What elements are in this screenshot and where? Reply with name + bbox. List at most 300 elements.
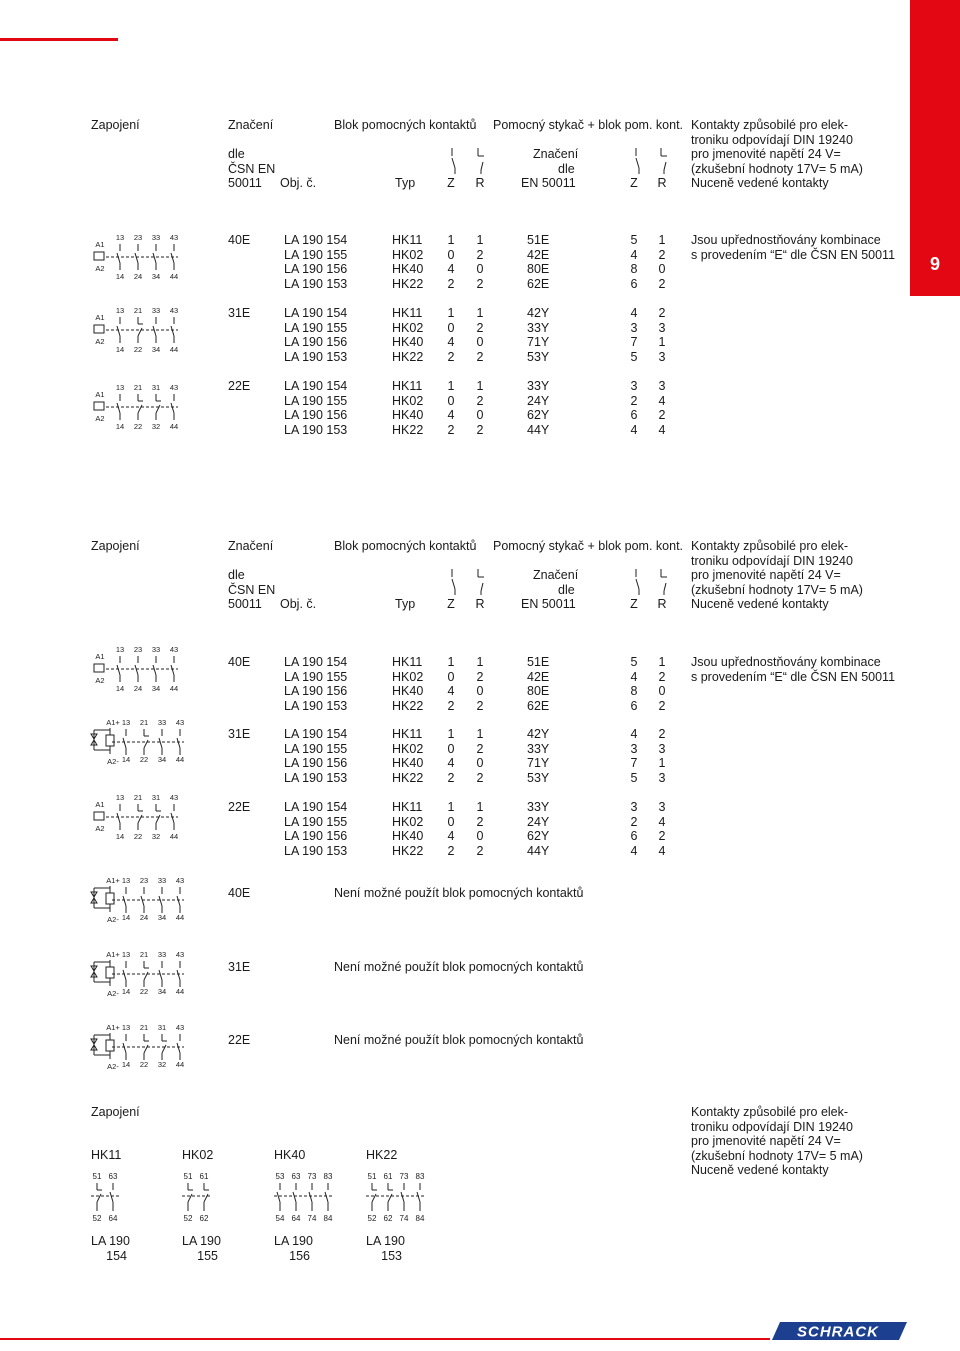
hdr2-contact-symbols — [0, 569, 700, 599]
s1-22e-row-0-r2: 3 — [658, 379, 666, 393]
s1-40e-row-1-z: 0 — [447, 247, 455, 262]
s2-40e-row-3-z2: 6 — [630, 698, 638, 713]
s1-40e-code: 40E — [228, 233, 251, 247]
s2-40e-code: 40E — [228, 655, 251, 669]
s2-31e-row-1-z: 0 — [447, 741, 455, 756]
s2-22e-row-1-type: HK02 — [392, 814, 424, 829]
hdr1-col-kontakty-0: Kontakty způsobilé pro elek- — [691, 118, 849, 132]
np-2-text: Není možné použít blok pomocných kontaktů — [334, 1033, 584, 1047]
hdr1-znaceni2: Značení — [533, 147, 579, 161]
s2-31e-code: 31E — [228, 727, 251, 741]
s1-22e-row-2-r2: 2 — [658, 408, 666, 423]
hdr1-r2: R — [657, 176, 667, 190]
hdr2-typ: Typ — [395, 597, 416, 611]
s1-40e-row-3-r: 2 — [476, 276, 484, 291]
svg-text:51: 51 — [183, 1172, 193, 1181]
s1-31e-row-0-r2: 2 — [658, 306, 666, 320]
s1-31e-row-2-znaceni: 71Y — [527, 335, 550, 350]
s1-note-1: s provedením “E“ dle ČSN EN 50011 — [691, 248, 896, 262]
s2-22e-row-0-type: HK11 — [392, 800, 423, 814]
s2-40e-row-1-z2: 4 — [630, 669, 638, 684]
s1-31e-row-1-article: LA 190 155 — [284, 320, 348, 335]
s2-40e-row-0-z: 1 — [447, 655, 455, 669]
s2-40e-row-3-r2: 2 — [658, 698, 666, 713]
svg-text:43: 43 — [169, 645, 179, 654]
hdr1-r: R — [475, 176, 485, 190]
s1-22e-row-2-r: 0 — [476, 408, 484, 423]
s1-31e-row-0-article: LA 190 154 — [284, 306, 348, 320]
svg-text:14: 14 — [115, 345, 125, 354]
hdr2-dle: dle — [228, 568, 245, 582]
svg-text:43: 43 — [169, 233, 179, 242]
svg-text:22: 22 — [133, 422, 143, 431]
hdr2-col-kontakty-4: Nuceně vedené kontakty — [691, 597, 829, 612]
s1-31e-row-1-znaceni: 33Y — [527, 320, 550, 335]
s1-40e-row-0-z: 1 — [447, 233, 455, 247]
hdr2-dle2: dle — [558, 583, 575, 597]
s2-31e-row-3-z2: 5 — [630, 770, 638, 785]
np-1-code: 31E — [228, 960, 251, 974]
np-0-code: 40E — [228, 886, 251, 900]
s2-40e-row-0-r2: 1 — [658, 655, 666, 669]
hdr2-z: Z — [447, 597, 455, 611]
hdr1-z2: Z — [630, 176, 638, 190]
svg-text:31: 31 — [151, 383, 161, 392]
s1-31e-row-1-r2: 3 — [658, 320, 666, 335]
hdr1-col-kontakty-2: pro jmenovité napětí 24 V= — [691, 147, 841, 162]
s2-31e-row-0-r2: 2 — [658, 727, 666, 741]
hdr1-col-kontakty-4: Nuceně vedené kontakty — [691, 176, 829, 191]
svg-text:14: 14 — [115, 272, 125, 281]
s1-31e-row-2-type: HK40 — [392, 335, 424, 350]
s2-22e-row-1-z2: 2 — [630, 814, 638, 829]
s2-22e-row-3-znaceni: 44Y — [527, 843, 550, 858]
s2-note-1: s provedením “E“ dle ČSN EN 50011 — [691, 670, 896, 684]
svg-text:A2: A2 — [95, 824, 105, 833]
svg-text:A2-: A2- — [107, 915, 119, 924]
s1-31e-diagram — [92, 306, 204, 354]
svg-text:61: 61 — [383, 1172, 393, 1181]
hdr1-dle: dle — [228, 147, 245, 161]
s1-40e-row-3-znaceni: 62E — [527, 276, 550, 291]
svg-text:43: 43 — [175, 718, 185, 727]
svg-text:13: 13 — [115, 383, 125, 392]
schrack-logo — [772, 1320, 907, 1342]
s1-40e-row-1-type: HK02 — [392, 247, 424, 262]
hdr1-csn-en: ČSN EN — [228, 162, 276, 176]
np-2-diagram — [88, 1023, 200, 1071]
s1-40e-row-0-type: HK11 — [392, 233, 423, 247]
s1-40e-row-0-r2: 1 — [658, 233, 666, 247]
hdr2-z2: Z — [630, 597, 638, 611]
svg-text:23: 23 — [133, 233, 143, 242]
s1-31e-row-2-r: 0 — [476, 335, 484, 350]
hdr2-col-pomocny: Pomocný stykač + blok pom. kont. — [493, 539, 684, 553]
s2-31e-row-0-article: LA 190 154 — [284, 727, 348, 741]
svg-text:14: 14 — [121, 987, 131, 996]
s2-22e-row-0-article: LA 190 154 — [284, 800, 348, 814]
block-1-name: HK02 — [182, 1148, 214, 1162]
svg-text:64: 64 — [291, 1214, 301, 1223]
s2-40e-row-1-r: 2 — [476, 669, 484, 684]
svg-text:13: 13 — [121, 950, 131, 959]
svg-text:44: 44 — [169, 422, 179, 431]
s2-31e-row-3-z: 2 — [447, 770, 455, 785]
s2-40e-row-2-z2: 8 — [630, 684, 638, 699]
svg-text:32: 32 — [151, 422, 161, 431]
page-number: 9 — [929, 254, 940, 274]
svg-text:33: 33 — [151, 306, 161, 315]
s1-31e-row-3-article: LA 190 153 — [284, 349, 348, 364]
svg-text:24: 24 — [133, 272, 143, 281]
s1-40e-row-3-r2: 2 — [658, 276, 666, 291]
s2-22e-row-1-article: LA 190 155 — [284, 814, 348, 829]
svg-text:21: 21 — [139, 718, 149, 727]
s1-22e-row-1-type: HK02 — [392, 393, 424, 408]
svg-text:A1: A1 — [95, 652, 105, 661]
s2-22e-code: 22E — [228, 800, 251, 814]
s2-22e-row-2-r: 0 — [476, 829, 484, 844]
svg-text:44: 44 — [175, 1060, 185, 1069]
svg-text:44: 44 — [169, 832, 179, 841]
np-0-diagram — [88, 876, 200, 924]
s1-31e-row-1-z: 0 — [447, 320, 455, 335]
svg-text:A1: A1 — [95, 313, 105, 322]
s1-31e-row-2-r2: 1 — [658, 335, 666, 350]
svg-text:13: 13 — [121, 1023, 131, 1032]
s1-22e-row-1-z2: 2 — [630, 393, 638, 408]
svg-text:A1: A1 — [95, 240, 105, 249]
s1-31e-row-3-z2: 5 — [630, 349, 638, 364]
svg-text:A2-: A2- — [107, 989, 119, 998]
svg-text:33: 33 — [157, 876, 167, 885]
s1-22e-row-3-type: HK22 — [392, 422, 424, 437]
block-3-diagram — [364, 1168, 434, 1226]
hdr1-typ: Typ — [395, 176, 416, 190]
s2-40e-row-1-znaceni: 42E — [527, 669, 550, 684]
s1-40e-row-1-r2: 2 — [658, 247, 666, 262]
s1-22e-row-0-article: LA 190 154 — [284, 379, 348, 393]
s2-22e-diagram — [92, 793, 204, 841]
s1-31e-row-0-r: 1 — [476, 306, 484, 320]
s1-31e-row-0-z2: 4 — [630, 306, 638, 320]
s2-31e-row-1-r: 2 — [476, 741, 484, 756]
svg-text:14: 14 — [115, 422, 125, 431]
s3-zapojeni: Zapojení — [91, 1105, 140, 1119]
s2-40e-row-1-r2: 2 — [658, 669, 666, 684]
svg-text:31: 31 — [157, 1023, 167, 1032]
s2-40e-row-2-znaceni: 80E — [527, 684, 550, 699]
svg-text:24: 24 — [133, 684, 143, 693]
s2-31e-row-2-z: 4 — [447, 756, 455, 771]
hdr2-col-kontakty-3: (zkušební hodnoty 17V= 5 mA) — [691, 582, 863, 597]
s1-22e-row-2-type: HK40 — [392, 408, 424, 423]
s1-40e-row-3-type: HK22 — [392, 276, 424, 291]
svg-text:34: 34 — [157, 755, 167, 764]
s3-kontakty-0: Kontakty způsobilé pro elek- — [691, 1105, 849, 1119]
s2-40e-row-3-z: 2 — [447, 698, 455, 713]
svg-text:43: 43 — [175, 950, 185, 959]
svg-text:A1+: A1+ — [106, 1023, 120, 1032]
svg-text:A2: A2 — [95, 414, 105, 423]
hdr2-en50011: EN 50011 — [521, 597, 576, 611]
s2-31e-row-0-type: HK11 — [392, 727, 423, 741]
s1-31e-row-3-z: 2 — [447, 349, 455, 364]
s1-40e-row-2-r2: 0 — [658, 262, 666, 277]
svg-text:73: 73 — [307, 1172, 317, 1181]
svg-text:43: 43 — [169, 306, 179, 315]
svg-text:62: 62 — [199, 1214, 209, 1223]
s2-40e-diagram — [92, 645, 204, 693]
svg-text:21: 21 — [133, 793, 143, 802]
block-2-name: HK40 — [274, 1148, 306, 1162]
hdr1-col-kontakty-3: (zkušební hodnoty 17V= 5 mA) — [691, 161, 863, 176]
s1-40e-row-0-z2: 5 — [630, 233, 638, 247]
svg-text:54: 54 — [275, 1214, 285, 1223]
np-2-code: 22E — [228, 1033, 251, 1047]
hdr1-col-blok: Blok pomocných kontaktů — [334, 118, 477, 132]
s2-40e-row-0-type: HK11 — [392, 655, 423, 669]
s1-31e-row-0-znaceni: 42Y — [527, 306, 550, 320]
s1-40e-row-2-article: LA 190 156 — [284, 262, 348, 277]
svg-text:23: 23 — [139, 876, 149, 885]
svg-text:21: 21 — [139, 950, 149, 959]
svg-text:63: 63 — [291, 1172, 301, 1181]
svg-text:A2: A2 — [95, 337, 105, 346]
s2-22e-row-3-type: HK22 — [392, 843, 424, 858]
s1-22e-row-3-r: 2 — [476, 422, 484, 437]
s2-31e-row-1-znaceni: 33Y — [527, 741, 550, 756]
svg-text:44: 44 — [169, 684, 179, 693]
s2-31e-row-2-z2: 7 — [630, 756, 638, 771]
s2-22e-row-2-z2: 6 — [630, 829, 638, 844]
s1-22e-row-0-znaceni: 33Y — [527, 379, 550, 393]
svg-text:34: 34 — [151, 272, 161, 281]
s3-kontakty-4: Nuceně vedené kontakty — [691, 1163, 829, 1178]
s1-31e-row-3-znaceni: 53Y — [527, 349, 550, 364]
s1-22e-row-3-z2: 4 — [630, 422, 638, 437]
svg-text:33: 33 — [157, 950, 167, 959]
block-2-la: LA 190 — [274, 1234, 313, 1248]
s2-31e-row-1-z2: 3 — [630, 741, 638, 756]
hdr1-en50011: EN 50011 — [521, 176, 576, 190]
s1-40e-row-2-r: 0 — [476, 262, 484, 277]
top-accent-line — [0, 38, 118, 41]
svg-text:51: 51 — [367, 1172, 377, 1181]
s3-kontakty-2: pro jmenovité napětí 24 V= — [691, 1134, 841, 1149]
s2-22e-row-2-article: LA 190 156 — [284, 829, 348, 844]
svg-text:SCHRACK: SCHRACK — [797, 1323, 879, 1341]
svg-text:23: 23 — [133, 645, 143, 654]
s2-31e-row-1-article: LA 190 155 — [284, 741, 348, 756]
s2-31e-row-2-r: 0 — [476, 756, 484, 771]
s1-22e-row-1-znaceni: 24Y — [527, 393, 550, 408]
s2-22e-row-3-r: 2 — [476, 843, 484, 858]
svg-text:14: 14 — [115, 684, 125, 693]
s1-22e-row-2-z: 4 — [447, 408, 455, 423]
svg-text:62: 62 — [383, 1214, 393, 1223]
s1-40e-row-3-z2: 6 — [630, 276, 638, 291]
s1-22e-row-3-z: 2 — [447, 422, 455, 437]
s2-22e-row-1-znaceni: 24Y — [527, 814, 550, 829]
svg-text:32: 32 — [151, 832, 161, 841]
hdr1-contact-symbols — [0, 148, 700, 178]
s2-31e-row-2-r2: 1 — [658, 756, 666, 771]
block-0-num: 154 — [106, 1249, 127, 1263]
block-1-diagram — [180, 1168, 250, 1226]
svg-text:44: 44 — [175, 987, 185, 996]
hdr2-col-blok: Blok pomocných kontaktů — [334, 539, 477, 553]
s2-40e-row-3-znaceni: 62E — [527, 698, 550, 713]
hdr1-norm: 50011 — [228, 176, 262, 190]
block-0-la: LA 190 — [91, 1234, 130, 1248]
s2-31e-row-2-znaceni: 71Y — [527, 756, 550, 771]
svg-text:22: 22 — [133, 345, 143, 354]
s1-31e-row-1-z2: 3 — [630, 320, 638, 335]
s2-31e-row-3-type: HK22 — [392, 770, 424, 785]
np-1-text: Není možné použít blok pomocných kontaktů — [334, 960, 584, 974]
s1-22e-row-2-z2: 6 — [630, 408, 638, 423]
s1-22e-row-0-z: 1 — [447, 379, 455, 393]
svg-text:61: 61 — [199, 1172, 209, 1181]
svg-text:73: 73 — [399, 1172, 409, 1181]
svg-text:52: 52 — [92, 1214, 102, 1223]
s2-22e-row-2-znaceni: 62Y — [527, 829, 550, 844]
s1-31e-row-3-r: 2 — [476, 349, 484, 364]
s2-note-0: Jsou upřednostňovány kombinace — [691, 655, 881, 669]
footer-bar — [0, 1338, 770, 1340]
s1-40e-row-2-z: 4 — [447, 262, 455, 277]
svg-text:74: 74 — [399, 1214, 409, 1223]
s2-22e-row-0-r: 1 — [476, 800, 484, 814]
s1-22e-row-3-article: LA 190 153 — [284, 422, 348, 437]
svg-text:A1+: A1+ — [106, 718, 120, 727]
s3-kontakty-3: (zkušební hodnoty 17V= 5 mA) — [691, 1148, 863, 1163]
hdr2-col-kontakty-2: pro jmenovité napětí 24 V= — [691, 568, 841, 583]
s2-31e-row-0-z: 1 — [447, 727, 455, 741]
svg-text:43: 43 — [169, 793, 179, 802]
svg-text:83: 83 — [323, 1172, 333, 1181]
svg-text:A1: A1 — [95, 800, 105, 809]
s1-31e-row-0-z: 1 — [447, 306, 455, 320]
s1-22e-row-1-article: LA 190 155 — [284, 393, 348, 408]
s1-22e-row-2-article: LA 190 156 — [284, 408, 348, 423]
s2-40e-row-3-r: 2 — [476, 698, 484, 713]
svg-text:A2: A2 — [95, 264, 105, 273]
svg-text:22: 22 — [139, 987, 149, 996]
svg-text:44: 44 — [175, 755, 185, 764]
s1-22e-row-3-r2: 4 — [658, 422, 666, 437]
hdr1-dle2: dle — [558, 162, 575, 176]
svg-text:A2-: A2- — [107, 1062, 119, 1071]
hdr1-col-kontakty-1: troniku odpovídají DIN 19240 — [691, 132, 853, 147]
svg-text:24: 24 — [139, 913, 149, 922]
s2-40e-row-1-type: HK02 — [392, 669, 424, 684]
svg-text:A1+: A1+ — [106, 950, 120, 959]
svg-text:63: 63 — [108, 1172, 118, 1181]
s2-40e-row-2-r: 0 — [476, 684, 484, 699]
svg-text:22: 22 — [139, 1060, 149, 1069]
svg-text:33: 33 — [151, 645, 161, 654]
block-3-num: 153 — [381, 1249, 402, 1263]
s1-40e-row-1-article: LA 190 155 — [284, 247, 348, 262]
page-number-tab — [910, 0, 960, 296]
block-1-num: 155 — [197, 1249, 218, 1263]
s2-22e-row-0-r2: 3 — [658, 800, 666, 814]
svg-text:83: 83 — [415, 1172, 425, 1181]
svg-text:33: 33 — [151, 233, 161, 242]
s2-22e-row-3-article: LA 190 153 — [284, 843, 348, 858]
s1-40e-row-3-z: 2 — [447, 276, 455, 291]
svg-text:43: 43 — [175, 876, 185, 885]
hdr1-obj: Obj. č. — [280, 176, 317, 190]
svg-text:22: 22 — [139, 755, 149, 764]
s2-40e-row-2-r2: 0 — [658, 684, 666, 699]
s2-22e-row-3-z2: 4 — [630, 843, 638, 858]
svg-text:32: 32 — [157, 1060, 167, 1069]
s1-31e-row-3-r2: 3 — [658, 349, 666, 364]
hdr1-z: Z — [447, 176, 455, 190]
s1-22e-row-0-z2: 3 — [630, 379, 638, 393]
svg-text:52: 52 — [183, 1214, 193, 1223]
s2-22e-row-1-r: 2 — [476, 814, 484, 829]
s1-22e-code: 22E — [228, 379, 251, 393]
svg-text:13: 13 — [121, 876, 131, 885]
svg-text:13: 13 — [121, 718, 131, 727]
svg-text:21: 21 — [133, 306, 143, 315]
svg-text:A2: A2 — [95, 676, 105, 685]
s2-40e-row-2-z: 4 — [447, 684, 455, 699]
s3-kontakty-1: troniku odpovídají DIN 19240 — [691, 1119, 853, 1134]
s2-31e-row-0-z2: 4 — [630, 727, 638, 741]
hdr1-col-pomocny: Pomocný stykač + blok pom. kont. — [493, 118, 684, 132]
s1-22e-row-1-r2: 4 — [658, 393, 666, 408]
s1-40e-diagram — [92, 233, 204, 281]
s1-22e-row-0-r: 1 — [476, 379, 484, 393]
block-0-name: HK11 — [91, 1148, 122, 1162]
s1-22e-row-3-znaceni: 44Y — [527, 422, 550, 437]
s2-31e-row-3-article: LA 190 153 — [284, 770, 348, 785]
svg-text:21: 21 — [133, 383, 143, 392]
s2-40e-row-1-z: 0 — [447, 669, 455, 684]
s2-40e-row-0-article: LA 190 154 — [284, 655, 348, 669]
s1-40e-row-3-article: LA 190 153 — [284, 276, 348, 291]
svg-text:A1: A1 — [95, 390, 105, 399]
svg-text:13: 13 — [115, 645, 125, 654]
svg-text:A1+: A1+ — [106, 876, 120, 885]
hdr2-col-kontakty-0: Kontakty způsobilé pro elek- — [691, 539, 849, 553]
s2-22e-row-0-z: 1 — [447, 800, 455, 814]
s2-22e-row-3-z: 2 — [447, 843, 455, 858]
s2-31e-row-3-znaceni: 53Y — [527, 770, 550, 785]
svg-text:21: 21 — [139, 1023, 149, 1032]
svg-text:43: 43 — [169, 383, 179, 392]
s2-31e-row-0-r: 1 — [476, 727, 484, 741]
s1-31e-row-1-type: HK02 — [392, 320, 424, 335]
svg-text:14: 14 — [115, 832, 125, 841]
hdr2-col-znaceni: Značení — [228, 539, 274, 553]
s1-40e-row-2-type: HK40 — [392, 262, 424, 277]
svg-text:13: 13 — [115, 306, 125, 315]
s1-31e-code: 31E — [228, 306, 251, 320]
np-1-diagram — [88, 950, 200, 998]
svg-text:34: 34 — [157, 913, 167, 922]
svg-text:44: 44 — [169, 272, 179, 281]
svg-text:51: 51 — [92, 1172, 102, 1181]
svg-text:52: 52 — [367, 1214, 377, 1223]
s2-40e-row-0-r: 1 — [476, 655, 484, 669]
svg-text:14: 14 — [121, 1060, 131, 1069]
